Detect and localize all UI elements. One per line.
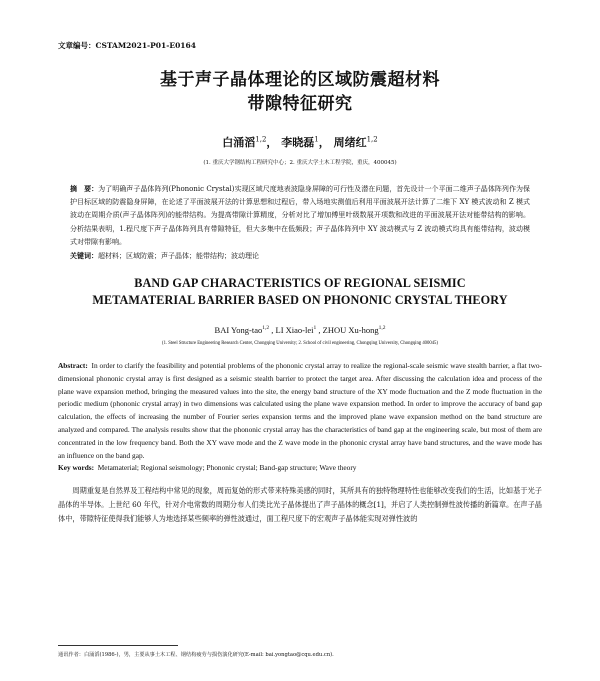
author-affiliation-mark: 1,2	[378, 325, 386, 332]
author-name: BAI Yong-tao	[214, 325, 263, 336]
body-paragraph: 周期重复是自然界及工程结构中常见的现象，周而复始的形式带来特殊美感的同时，其所具有的独特物理特性也能够改变我们的生活，比如基于光子晶体的半导体。上世纪 60 年代，针对介电常数的周期分布人们类比光子晶体提出了声子晶体的概念[1]，并启了人类控制弹性波传播的新篇章。在声子晶体中，带隙特征使得我们能够人为地选择某些频率的弹性波通过，面工程尺度下的宏观声子晶体能实现对弹性波的	[58, 486, 542, 523]
footnote-corresponding-author: 通讯作者：白涌滔(1986-)，男，主要从事土木工程、钢结构疲劳与损伤演化研究(E-mail: bai.yongtao@cqu.edu.cn).	[58, 652, 334, 658]
title-english	[58, 275, 542, 309]
author-name: 周绪红	[333, 136, 367, 149]
affiliation-english: (1. Steel Structure Engineering Research Center, Chongqing University; 2. School of civil engineering, Chongqing University, Chongqing 400045)	[162, 341, 438, 347]
abstract-text-chinese: 为了明确声子晶体阵列(Phononic Crystal)实现区域尺度地表波隐身屏障的可行性及潜在问题，首先设计一个平面二维声子晶体阵列作为保护目标区域的防震隐身屏障，在论述了平面波展开法的计算思想和过程后，带入场地实测值后利用平面波展开法计算了二维下 XY 模式波动和 Z 模式波动在周期介质(声子晶体阵列)的能带结构。为提高带隙计算精度，分析对比了增加傅里叶级数展开项数和改进的平面波展开法对能带结构的影响。分析结果表明，1.程尺度下声子晶体阵列具有带隙特征，但大多集中在低频段；声子晶体阵列中 XY 波动模式与 Z 波动模式均具有能带结构，波动模式对带隙有影响。	[70, 185, 531, 246]
author-name: ZHOU Xu-hong	[322, 325, 379, 336]
author-separator: ,	[269, 325, 276, 336]
title-english-line-2: METAMATERIAL BARRIER BASED ON PHONONIC CRYSTAL THEORY	[92, 293, 508, 308]
abstract-label-english: Abstract:	[58, 361, 88, 371]
author-affiliation-mark: 1	[313, 325, 317, 332]
authors-chinese	[58, 134, 542, 150]
abstract-label-chinese: 摘 要：	[70, 184, 99, 193]
keywords-text-chinese: 超材料；区域防震；声子晶体；能带结构；波动理论	[98, 252, 259, 261]
footnote-divider	[58, 645, 178, 646]
keywords-english	[58, 462, 542, 474]
author-affiliation-mark: 1,2	[255, 135, 267, 144]
title-chinese-line-1: 基于声子晶体理论的区域防震超材料	[160, 70, 440, 90]
title-chinese-line-2: 带隙特征研究	[247, 94, 353, 114]
title-english-line-1: BAND GAP CHARACTERISTICS OF REGIONAL SEISMIC	[134, 276, 466, 291]
author-affiliation-mark: 1,2	[366, 135, 378, 144]
keywords-label-english: Key words:	[58, 463, 95, 473]
author-name: LI Xiao-lei	[275, 325, 314, 336]
author-separator: ,	[316, 325, 323, 336]
abstract-text-english: In order to clarify the feasibility and potential problems of the phononic crystal array to realize the regional-scale seismic wave stealth barrier, a flat two-dimensional phononic crystal array is first designed as a seismic stealth barrier to protect the target area. After discussing the calculation idea and process of the plane wave expansion method, bringing the measured values into the site, the energy band structure of the XY mode fluctuation and the Z mode fluctuation in the periodic medium (phononic crystal array) in two dimensions was calculated using the plane wave expansion method. In order to improve the accuracy of band gap calculation, the effects of increasing the number of Fourier series expansion terms and the improved plane wave expansion method on the band structure are analyzed and compared. The analysis results show that the phononic crystal array has the characteristics of band gap at the engineering scale, but most of them are concentrated in the low frequency band. Both the XY wave mode and the Z wave mode in the phononic crystal array have band structures, and the wave mode has an influence on the band gap.	[58, 361, 542, 460]
authors-english	[58, 325, 542, 335]
keywords-label-chinese: 关键词：	[70, 251, 98, 261]
abstract-english	[58, 360, 542, 462]
keywords-text-english: Metamaterial; Regional seismology; Phononic crystal; Band-gap structure; Wave theory	[97, 463, 357, 473]
author-separator: ，	[318, 136, 330, 149]
title-chinese	[58, 68, 542, 116]
author-separator: ，	[266, 136, 278, 149]
keywords-chinese	[58, 249, 542, 263]
author-name: 李晓磊	[281, 136, 315, 149]
affiliation-chinese: (1. 重庆大学钢结构工程研究中心；2. 重庆大学土木工程学院，重庆，400045)	[203, 160, 397, 166]
author-affiliation-mark: 1	[314, 135, 319, 144]
author-name: 白涌滔	[222, 136, 256, 149]
author-affiliation-mark: 1,2	[262, 325, 270, 332]
abstract-chinese	[58, 182, 542, 249]
article-number: 文章编号：CSTAM2021-P01-E0164	[58, 41, 196, 50]
